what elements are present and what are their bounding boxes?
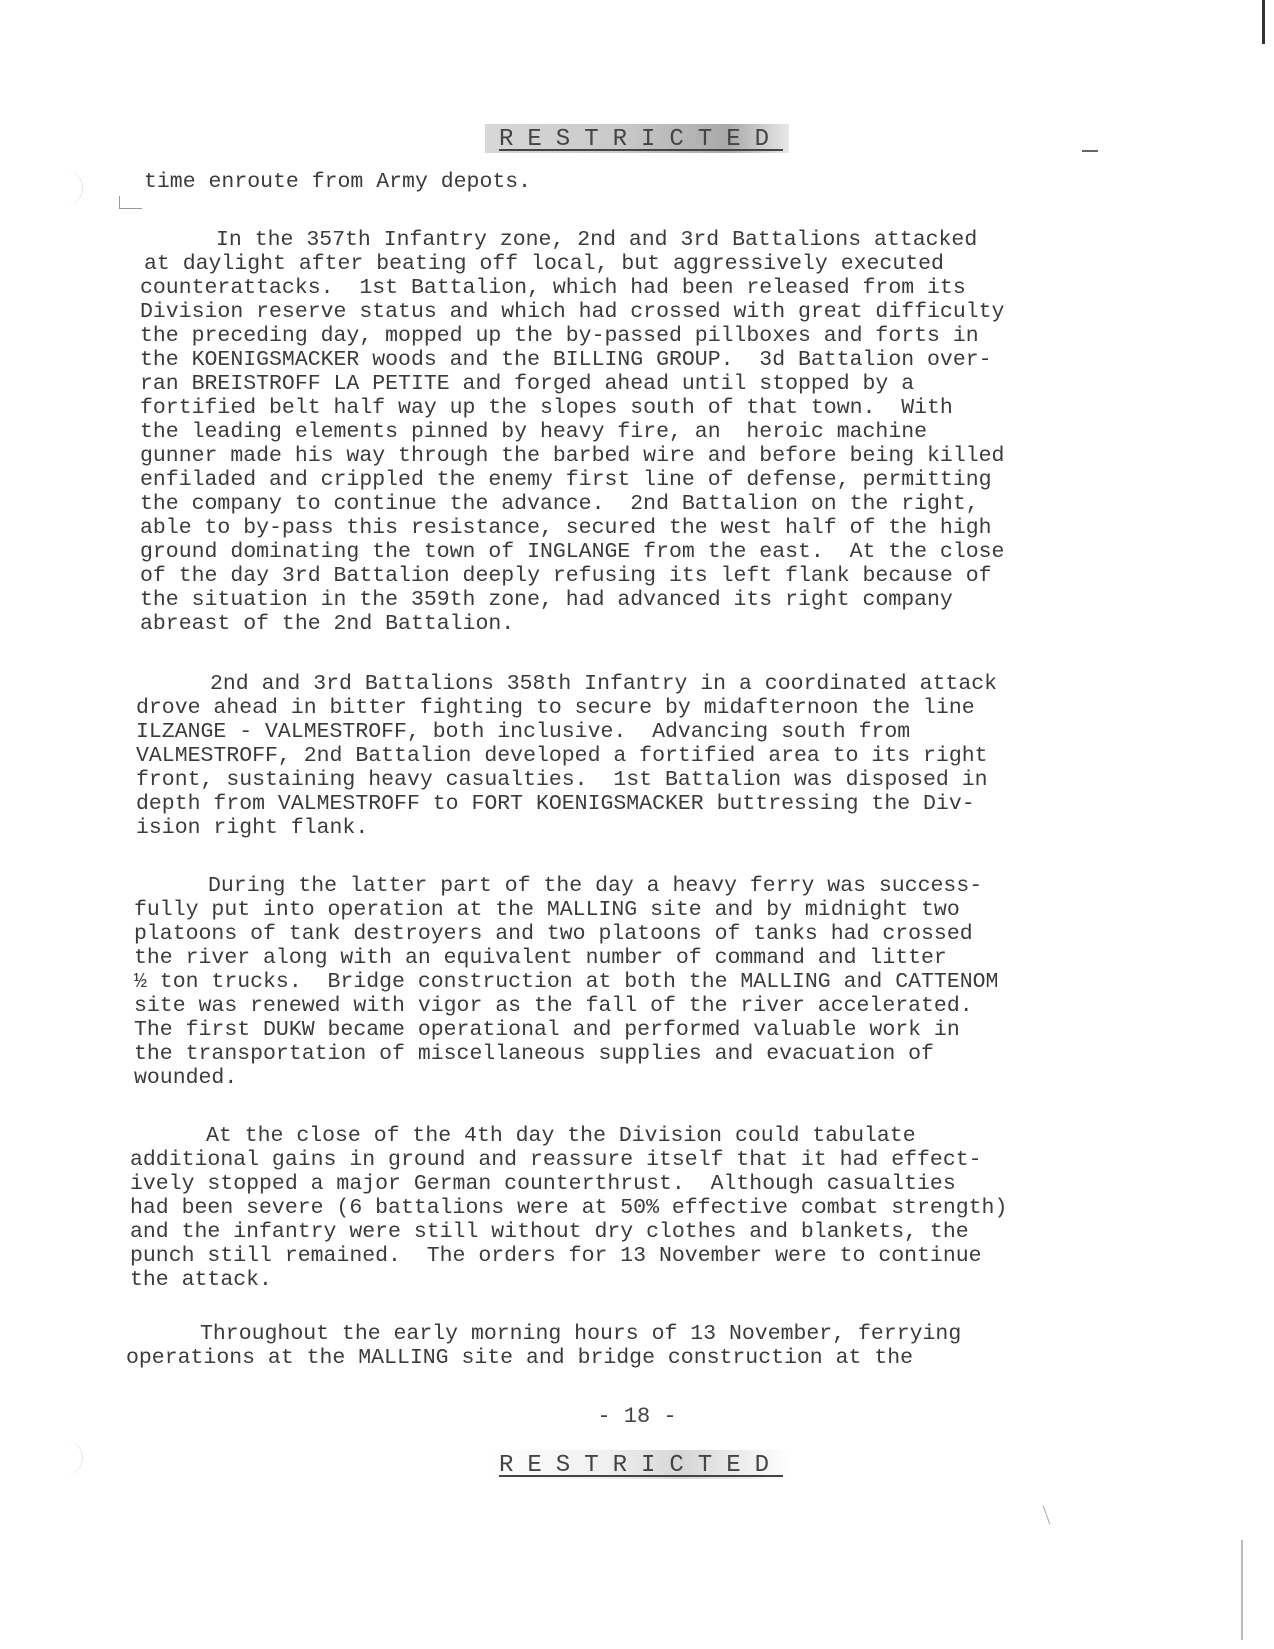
text-line: the situation in the 359th zone, had advanced its right company [140,588,953,612]
text-line: Division reserve status and which had crossed with great difficulty [140,300,1005,324]
text-line: At the close of the 4th day the Division could tabulate [206,1124,916,1148]
text-line: VALMESTROFF, 2nd Battalion developed a fortified area to its right [136,744,988,768]
footer-classification-marking [0,1450,1274,1479]
text-line: abreast of the 2nd Battalion. [140,612,515,636]
text-line: operations at the MALLING site and bridge construction at the [126,1346,914,1370]
text-line: enfiladed and crippled the enemy first line of defense, permitting [140,468,992,492]
scan-edge-mark-lower [1241,1540,1243,1640]
text-line: ground dominating the town of INGLANGE from the east. At the close [140,540,1005,564]
text-line: ½ ton trucks. Bridge construction at both the MALLING and CATTENOM [134,970,999,994]
text-line: able to by-pass this resistance, secured the west half of the high [140,516,992,540]
text-line: 2nd and 3rd Battalions 358th Infantry in a coordinated attack [210,672,998,696]
text-line: the attack. [130,1268,272,1292]
stray-pencil-mark [119,196,142,209]
text-line: time enroute from Army depots. [144,170,532,194]
text-line: the leading elements pinned by heavy fire, an heroic machine [140,420,928,444]
scan-edge-mark [1262,0,1265,44]
header-classification-marking [0,124,1274,153]
text-line: the company to continue the advance. 2nd Battalion on the right, [140,492,979,516]
text-line: the transportation of miscellaneous supplies and evacuation of [134,1042,934,1066]
text-line: gunner made his way through the barbed wire and before being killed [140,444,1005,468]
text-line: at daylight after beating off local, but aggressively executed [144,252,944,276]
text-line: fully put into operation at the MALLING site and by midnight two [134,898,960,922]
text-line: fortified belt half way up the slopes south of that town. With [140,396,953,420]
page-number: - 18 - [597,1404,677,1429]
text-line: had been severe (6 battalions were at 50% effective combat strength) [130,1196,1008,1220]
text-line: ision right flank. [136,816,369,840]
text-line: ively stopped a major German counterthrust. Although casualties [130,1172,956,1196]
text-line: of the day 3rd Battalion deeply refusing its left flank because of [140,564,992,588]
text-line: the KOENIGSMACKER woods and the BILLING GROUP. 3d Battalion over- [140,348,992,372]
text-line: site was renewed with vigor as the fall of the river accelerated. [134,994,973,1018]
text-line: front, sustaining heavy casualties. 1st Battalion was disposed in [136,768,988,792]
footer-marking-text: RESTRICTED [485,1450,789,1479]
text-line: The first DUKW became operational and performed valuable work in [134,1018,960,1042]
text-line: counterattacks. 1st Battalion, which had been released from its [140,276,966,300]
text-line: In the 357th Infantry zone, 2nd and 3rd Battalions attacked [216,228,978,252]
text-line: platoons of tank destroyers and two platoons of tanks had crossed [134,922,973,946]
text-line: drove ahead in bitter fighting to secure by midafternoon the line [136,696,975,720]
text-line: ran BREISTROFF LA PETITE and forged ahead until stopped by a [140,372,915,396]
text-line: Throughout the early morning hours of 13 November, ferrying [200,1322,962,1346]
text-line: and the infantry were still without dry clothes and blankets, the [130,1220,969,1244]
text-line: the river along with an equivalent number of command and litter [134,946,947,970]
stray-tick-mark [1043,1505,1051,1524]
text-line: During the latter part of the day a heavy ferry was success- [208,874,983,898]
text-line: punch still remained. The orders for 13 November were to continue [130,1244,982,1268]
stray-dash-mark [1082,150,1098,152]
text-line: depth from VALMESTROFF to FORT KOENIGSMACKER buttressing the Div- [136,792,975,816]
text-line: wounded. [134,1066,238,1090]
text-line: the preceding day, mopped up the by-passed pillboxes and forts in [140,324,979,348]
text-line: additional gains in ground and reassure itself that it had effect- [130,1148,982,1172]
punch-hole-shadow-upper [46,170,83,206]
text-line: ILZANGE - VALMESTROFF, both inclusive. Advancing south from [136,720,911,744]
header-marking-text: RESTRICTED [485,124,789,153]
